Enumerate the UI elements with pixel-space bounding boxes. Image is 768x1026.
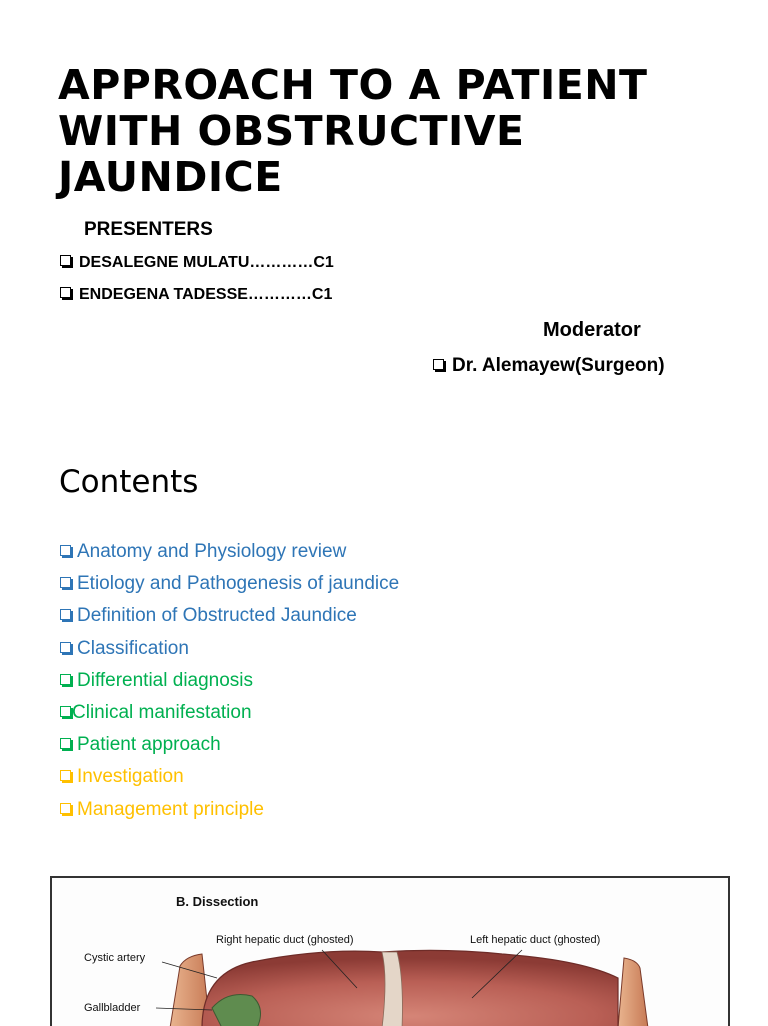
checkbox-bullet-icon	[60, 609, 71, 620]
list-item	[60, 763, 399, 795]
list-item	[60, 538, 399, 570]
title-line: JAUNDICE	[58, 154, 748, 200]
checkbox-bullet-icon	[60, 738, 71, 749]
checkbox-bullet-icon	[60, 803, 71, 814]
presenters-label: PRESENTERS	[84, 219, 213, 241]
checkbox-bullet-icon	[60, 255, 71, 266]
slide-title	[58, 62, 748, 200]
list-item	[60, 570, 399, 602]
checkbox-bullet-icon	[60, 770, 71, 781]
anatomy-illustration	[50, 876, 730, 1026]
figure-label: Left hepatic duct (ghosted)	[470, 934, 600, 946]
contents-item-label: Management principle	[77, 799, 264, 820]
contents-heading: Contents	[59, 464, 198, 500]
presenter-item	[60, 286, 332, 304]
contents-item-label: Investigation	[77, 766, 184, 787]
checkbox-bullet-icon	[60, 642, 71, 653]
falciform-ligament	[382, 952, 402, 1026]
list-item	[60, 602, 399, 634]
contents-item-label: Classification	[77, 638, 189, 659]
checkbox-bullet-icon	[60, 674, 71, 685]
contents-item-label: Patient approach	[77, 734, 221, 755]
list-item	[60, 667, 399, 699]
contents-item-label: Differential diagnosis	[77, 670, 253, 691]
list-item	[60, 635, 399, 667]
presenter-name: DESALEGNE MULATU…………C1	[79, 254, 334, 271]
presenter-name: ENDEGENA TADESSE…………C1	[79, 286, 332, 303]
contents-item-label: Clinical manifestation	[72, 702, 252, 723]
title-line: WITH OBSTRUCTIVE	[58, 108, 748, 154]
figure-label: Right hepatic duct (ghosted)	[216, 934, 354, 946]
contents-list	[60, 538, 399, 828]
list-item	[60, 699, 399, 731]
liver-surface	[202, 950, 618, 1026]
figure-section-title: B. Dissection	[176, 894, 258, 909]
checkbox-bullet-icon	[60, 545, 71, 556]
presenter-item	[60, 254, 334, 272]
list-item	[60, 796, 399, 828]
abdominal-wall-right	[618, 958, 648, 1026]
checkbox-bullet-icon	[433, 359, 444, 370]
moderator-item	[433, 355, 665, 377]
moderator-name: Dr. Alemayew(Surgeon)	[452, 355, 665, 376]
list-item	[60, 731, 399, 763]
figure-label: Gallbladder	[84, 1002, 140, 1014]
title-line: APPROACH TO A PATIENT	[58, 62, 748, 108]
checkbox-bullet-icon	[60, 287, 71, 298]
contents-item-label: Definition of Obstructed Jaundice	[77, 605, 357, 626]
contents-item-label: Etiology and Pathogenesis of jaundice	[77, 573, 399, 594]
moderator-label: Moderator	[543, 319, 641, 342]
checkbox-bullet-icon	[60, 706, 71, 717]
dissection-drawing	[52, 878, 728, 1026]
figure-label: Cystic artery	[84, 952, 145, 964]
contents-item-label: Anatomy and Physiology review	[77, 541, 346, 562]
checkbox-bullet-icon	[60, 577, 71, 588]
